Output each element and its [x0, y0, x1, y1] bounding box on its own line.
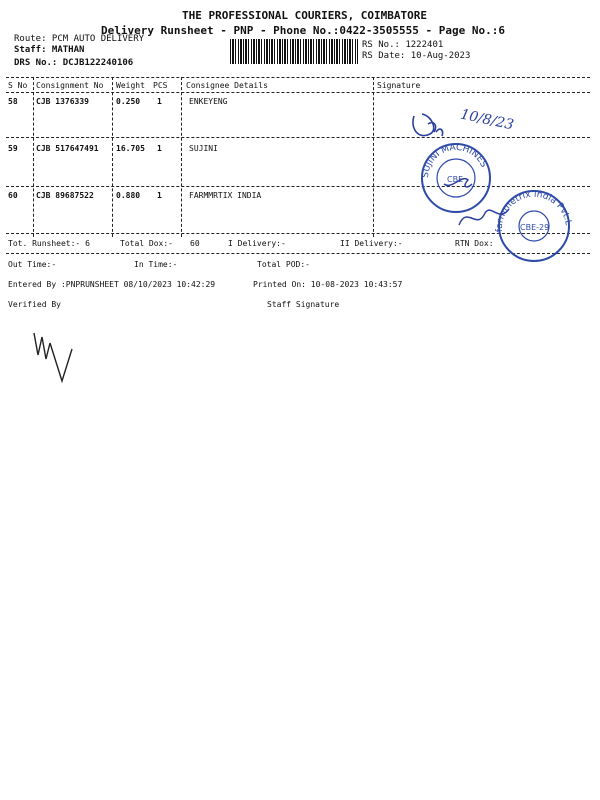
farmmetrix-stamp-text: farmmetrix india Pvt.Ltd. — [491, 179, 573, 233]
ii-delivery: II Delivery:- — [340, 239, 403, 248]
farmmetrix-signature — [455, 195, 515, 235]
row-consignment: CJB 89687522 — [36, 191, 94, 200]
row-consignment: CJB 1376339 — [36, 97, 89, 106]
row-weight: 0.880 — [116, 191, 141, 200]
handwritten-date: 10/8/23 — [458, 106, 516, 134]
row-sno: 59 — [8, 144, 18, 153]
company-name: THE PROFESSIONAL COURIERS, COIMBATORE — [182, 9, 428, 22]
col-divider — [33, 77, 34, 237]
col-divider — [112, 77, 113, 237]
col-header-weight: Weight — [116, 81, 145, 90]
row-sno: 60 — [8, 191, 18, 200]
drs-number: DRS No.: DCJB122240106 — [14, 58, 134, 68]
svg-text:SUJINI MACHINES — [421, 143, 489, 179]
row-consignment: CJB 517647491 — [36, 144, 99, 153]
entered-by: Entered By :PNPRUNSHEET 08/10/2023 10:42:29 — [8, 280, 216, 289]
rs-date: RS Date: 10-Aug-2023 — [362, 51, 471, 61]
barcode — [230, 39, 358, 64]
col-header-consignment: Consignment No — [36, 81, 104, 90]
row-sno: 58 — [8, 97, 18, 106]
rtn-dox: RTN Dox: — [455, 239, 494, 248]
row-consignee: SUJINI — [189, 144, 218, 153]
verified-by: Verified By — [8, 300, 61, 309]
row-consignee: FARMMRTIX INDIA — [189, 191, 262, 200]
runsheet-title: Delivery Runsheet - PNP - Phone No.:0422-3505555 - Page No.:6 — [101, 24, 505, 37]
col-header-pcs: PCS — [153, 81, 168, 90]
table-header-rule — [6, 92, 590, 93]
verified-signature — [28, 325, 78, 385]
total-dox-value: 60 — [190, 239, 200, 248]
row-pcs: 1 — [157, 144, 162, 153]
staff-label: Staff: MATHAN — [14, 45, 85, 55]
rs-number: RS No.: 1222401 — [362, 40, 444, 50]
sujini-stamp-text: SUJINI MACHINES — [420, 142, 489, 179]
row-weight: 0.250 — [116, 97, 141, 106]
row-weight: 16.705 — [116, 144, 145, 153]
i-delivery: I Delivery:- — [228, 239, 286, 248]
row-consignee: ENKEYENG — [189, 97, 228, 106]
col-divider — [181, 77, 182, 237]
tot-runsheet: Tot. Runsheet:- 6 — [8, 239, 90, 248]
farmmetrix-stamp-inner: CBE-29 — [520, 223, 550, 232]
route-label: Route: PCM AUTO DELIVERY — [14, 34, 145, 44]
col-header-consignee: Consignee Details — [186, 81, 268, 90]
row-pcs: 1 — [157, 97, 162, 106]
sujini-stamp-inner: CBE — [447, 175, 464, 184]
col-divider — [373, 77, 374, 237]
out-time: Out Time:- — [8, 260, 57, 269]
in-time: In Time:- — [134, 260, 178, 269]
printed-on: Printed On: 10-08-2023 10:43:57 — [253, 280, 403, 289]
total-pod: Total POD:- — [257, 260, 310, 269]
row-pcs: 1 — [157, 191, 162, 200]
col-header-sno: S No — [8, 81, 28, 90]
staff-signature: Staff Signature — [267, 300, 340, 309]
table-top-rule — [6, 77, 590, 78]
col-header-signature: Signature — [377, 81, 421, 90]
total-dox-label: Total Dox:- — [120, 239, 173, 248]
